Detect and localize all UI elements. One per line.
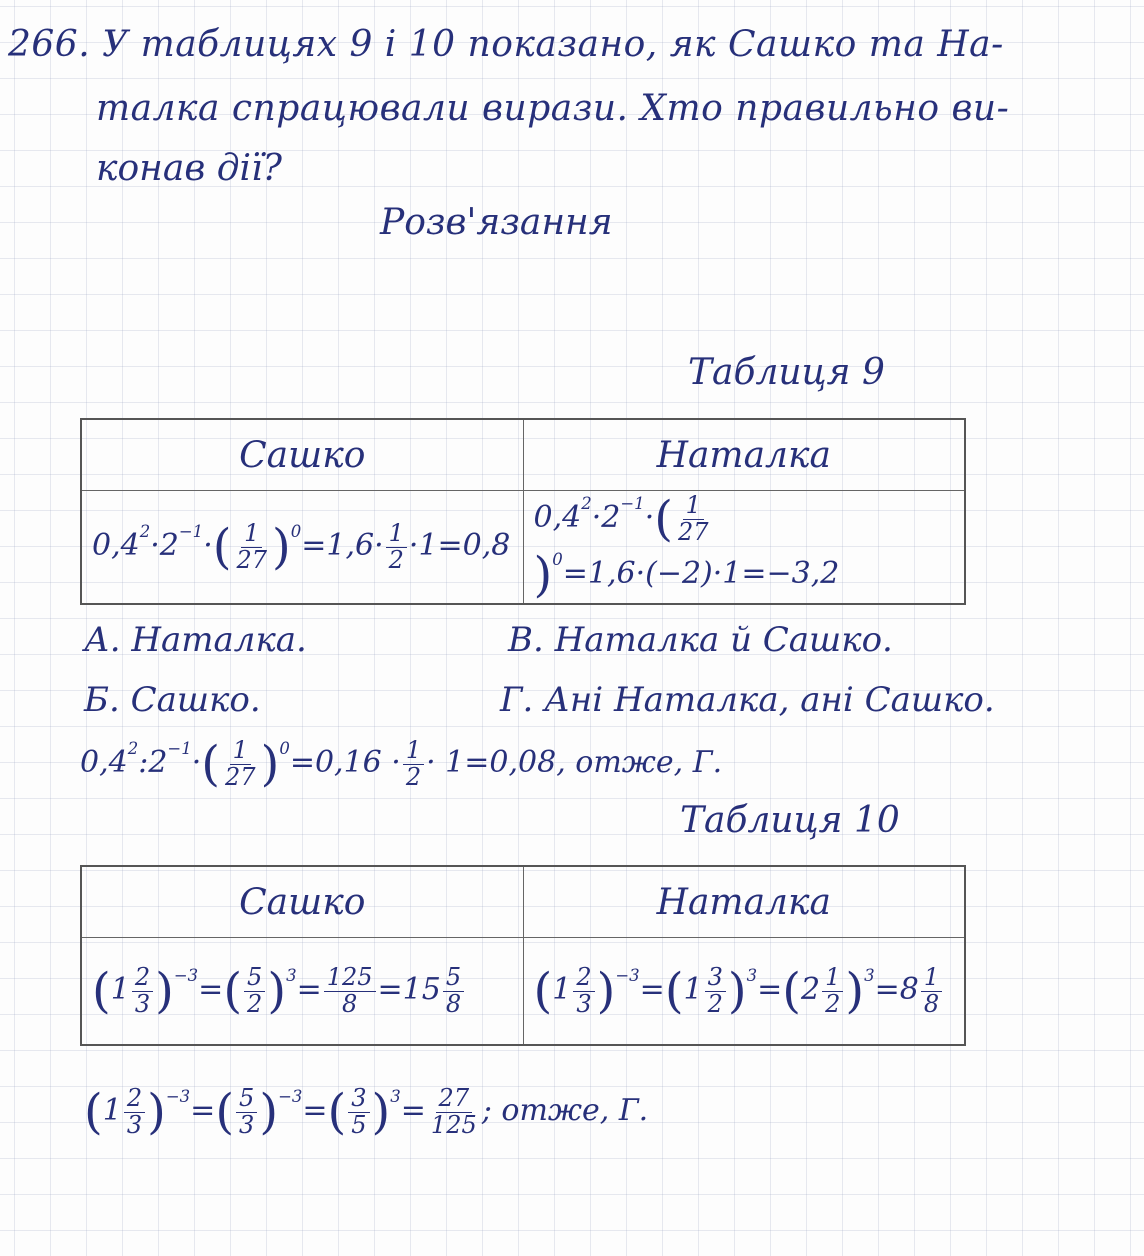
table-10-header-sashko: Сашко xyxy=(81,866,523,938)
problem-line-2: талка спрацювали вирази. Хто правильно ви- xyxy=(96,88,1010,129)
problem-number: 266. xyxy=(8,24,91,65)
option-a: А. Наталка. xyxy=(84,620,307,660)
problem-text-1: У таблицях 9 і 10 показано, як Сашко та На- xyxy=(102,24,1004,65)
solution-heading: Розв'язання xyxy=(380,202,613,243)
calculation-9: $0,4^2:2^{-1}\cdot$( $\frac{1}{27}$ )$^0$=0,16 · $\frac{1}{2}$ · 1=0,08, отже, Г. xyxy=(80,736,723,792)
option-v: В. Наталка й Сашко. xyxy=(508,620,893,660)
table-9-header-sashko: Сашко xyxy=(81,419,523,491)
calculation-10: (1 $\frac{2}{3}$ )$^{-3}$=( $\frac{5}{3}$ )$^{-3}$=( $\frac{3}{5}$ )$^3$= $\frac{27}{125}$ ; отже, Г. xyxy=(84,1084,649,1140)
problem-line-1 xyxy=(8,24,1004,65)
option-g: Г. Ані Наталка, ані Сашко. xyxy=(500,680,995,720)
table-10-natalka-work: (1 $\frac{2}{3}$ )$^{-3}$=(1 $\frac{3}{2}$ )$^3$=(2 $\frac{1}{2}$ )$^3$=8 $\frac{1}{8}$ xyxy=(523,938,965,1046)
table-9-sashko-work: $0,4^2\cdot 2^{-1}\cdot$( $\frac{1}{27}$ )$^0$=1,6· $\frac{1}{2}$ ·1=0,8 xyxy=(81,491,523,605)
table-10 xyxy=(80,865,966,1046)
option-b: Б. Сашко. xyxy=(84,680,261,720)
table-10-caption: Таблиця 10 xyxy=(680,800,900,841)
problem-line-3: конав дії? xyxy=(96,148,282,189)
table-10-sashko-work: (1 $\frac{2}{3}$ )$^{-3}$=( $\frac{5}{2}$ )$^3$= $\frac{125}{8}$ =15 $\frac{5}{8}$ xyxy=(81,938,523,1046)
table-9-natalka-work: $0,4^2\cdot 2^{-1}\cdot$( $\frac{1}{27}$ )$^0$=1,6·(−2)·1=−3,2 xyxy=(523,491,965,605)
table-10-header-natalka: Наталка xyxy=(523,866,965,938)
table-9-caption: Таблиця 9 xyxy=(688,352,885,393)
table-9-header-natalka: Наталка xyxy=(523,419,965,491)
table-9 xyxy=(80,418,966,605)
